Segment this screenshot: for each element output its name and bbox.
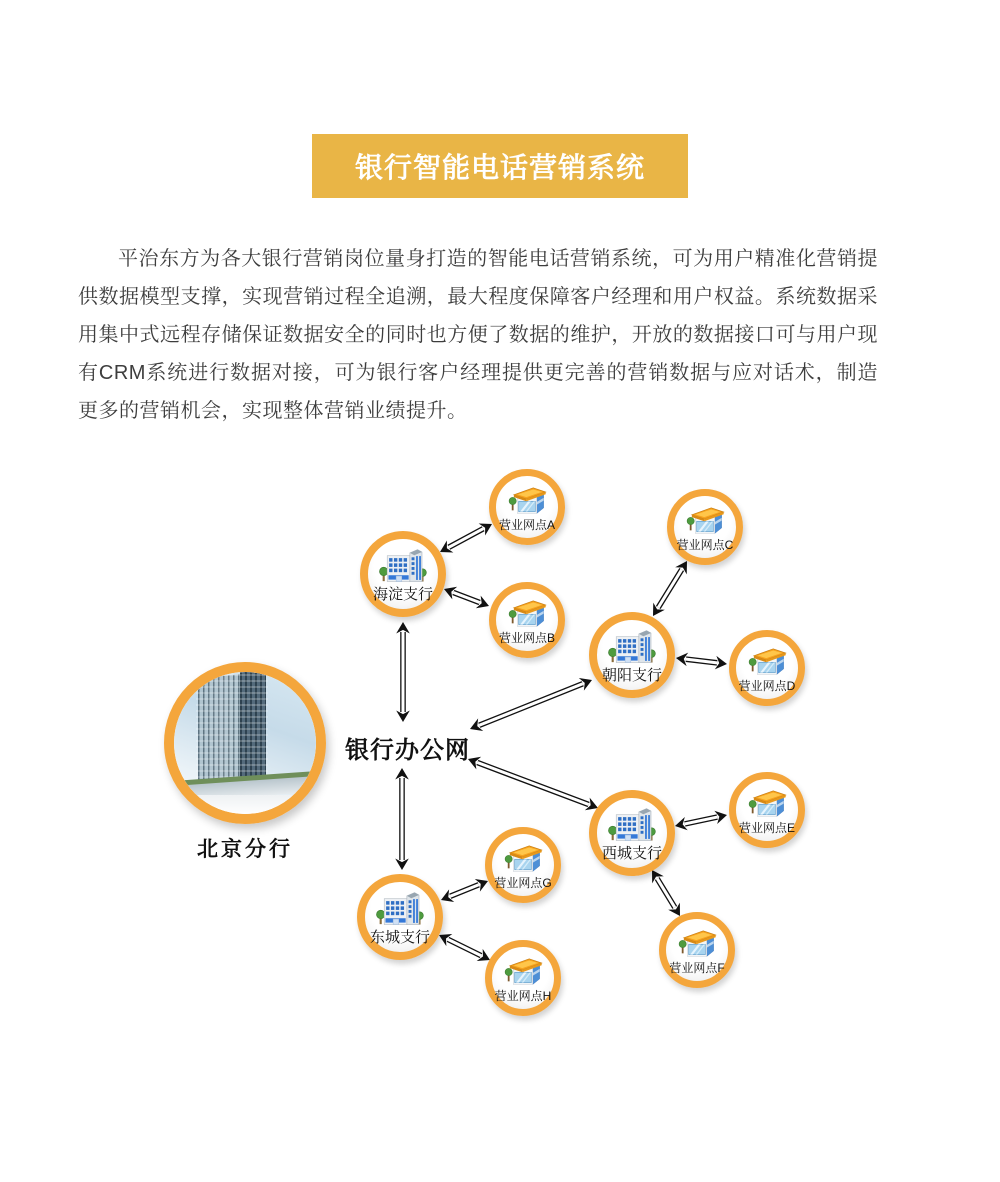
diagram-node-haidian (360, 531, 446, 617)
edge-xicheng-outlet-f (652, 870, 680, 916)
node-label: 营业网点B (498, 631, 555, 646)
edge-haidian-outlet-a (440, 523, 492, 552)
office-building-icon (373, 889, 427, 931)
diagram-node-xicheng (589, 790, 675, 876)
edge-office-net-xicheng (468, 757, 598, 811)
photo-lobby (180, 795, 310, 814)
storefront-icon (500, 841, 546, 877)
headquarters-building-photo (174, 672, 316, 814)
diagram-node-outlet-b (489, 582, 565, 658)
office-building-icon (376, 546, 430, 588)
storefront-icon (744, 644, 790, 680)
diagram-node-outlet-c (667, 489, 743, 565)
diagram-node-outlet-a (489, 469, 565, 545)
node-label: 营业网点F (669, 961, 725, 976)
storefront-icon (504, 483, 550, 519)
edge-office-net-chaoyang (470, 678, 592, 731)
diagram-node-outlet-g (485, 827, 561, 903)
node-label: 营业网点C (676, 538, 734, 553)
photo-floor-lines (196, 674, 268, 790)
office-network-label: 银行办公网 (345, 737, 470, 764)
diagram-node-outlet-h (485, 940, 561, 1016)
node-label: 营业网点A (498, 518, 555, 533)
node-label: 营业网点D (738, 679, 796, 694)
edge-chaoyang-outlet-c (653, 561, 687, 616)
node-label: 营业网点G (494, 876, 552, 891)
hq-label: 北京分行 (197, 838, 293, 861)
diagram-node-dongcheng (357, 874, 443, 960)
office-building-icon (605, 805, 659, 847)
diagram-node-beijing-branch (164, 662, 326, 824)
edge-xicheng-outlet-e (675, 811, 727, 831)
edge-dongcheng-outlet-g (441, 879, 488, 902)
node-label: 海淀支行 (372, 586, 433, 604)
node-label: 营业网点E (738, 821, 795, 836)
edge-office-net-dongcheng (395, 768, 409, 870)
node-label: 东城支行 (369, 929, 430, 947)
edge-haidian-outlet-b (444, 587, 489, 609)
storefront-icon (504, 596, 550, 632)
storefront-icon (674, 926, 720, 962)
edge-haidian-office-net (396, 622, 410, 722)
node-label: 营业网点H (494, 989, 552, 1004)
storefront-icon (682, 503, 728, 539)
storefront-icon (744, 786, 790, 822)
diagram-node-outlet-d (729, 630, 805, 706)
storefront-icon (500, 954, 546, 990)
diagram-node-chaoyang (589, 612, 675, 698)
intro-paragraph: 平治东方为各大银行营销岗位量身打造的智能电话营销系统，可为用户精准化营销提供数据模型支撑，实现营销过程全追溯，最大程度保障客户经理和用户权益。系统数据采用集中式远程存储保证数据安全的同时也方便了数据的维护，开放的数据接口可与用户现有CRM系统进行数据对接，可为银行客户经理提供更完善的营销数据与应对话术，制造更多的营销机会，实现整体营销业绩提升。 (78, 248, 878, 422)
edge-chaoyang-outlet-d (676, 653, 727, 670)
diagram-node-outlet-f (659, 912, 735, 988)
diagram-node-outlet-e (729, 772, 805, 848)
office-building-icon (605, 627, 659, 669)
edge-dongcheng-outlet-h (439, 934, 490, 961)
page-title: 银行智能电话营销系统 (354, 152, 645, 183)
node-label: 朝阳支行 (601, 667, 662, 685)
node-label: 西城支行 (601, 845, 662, 863)
